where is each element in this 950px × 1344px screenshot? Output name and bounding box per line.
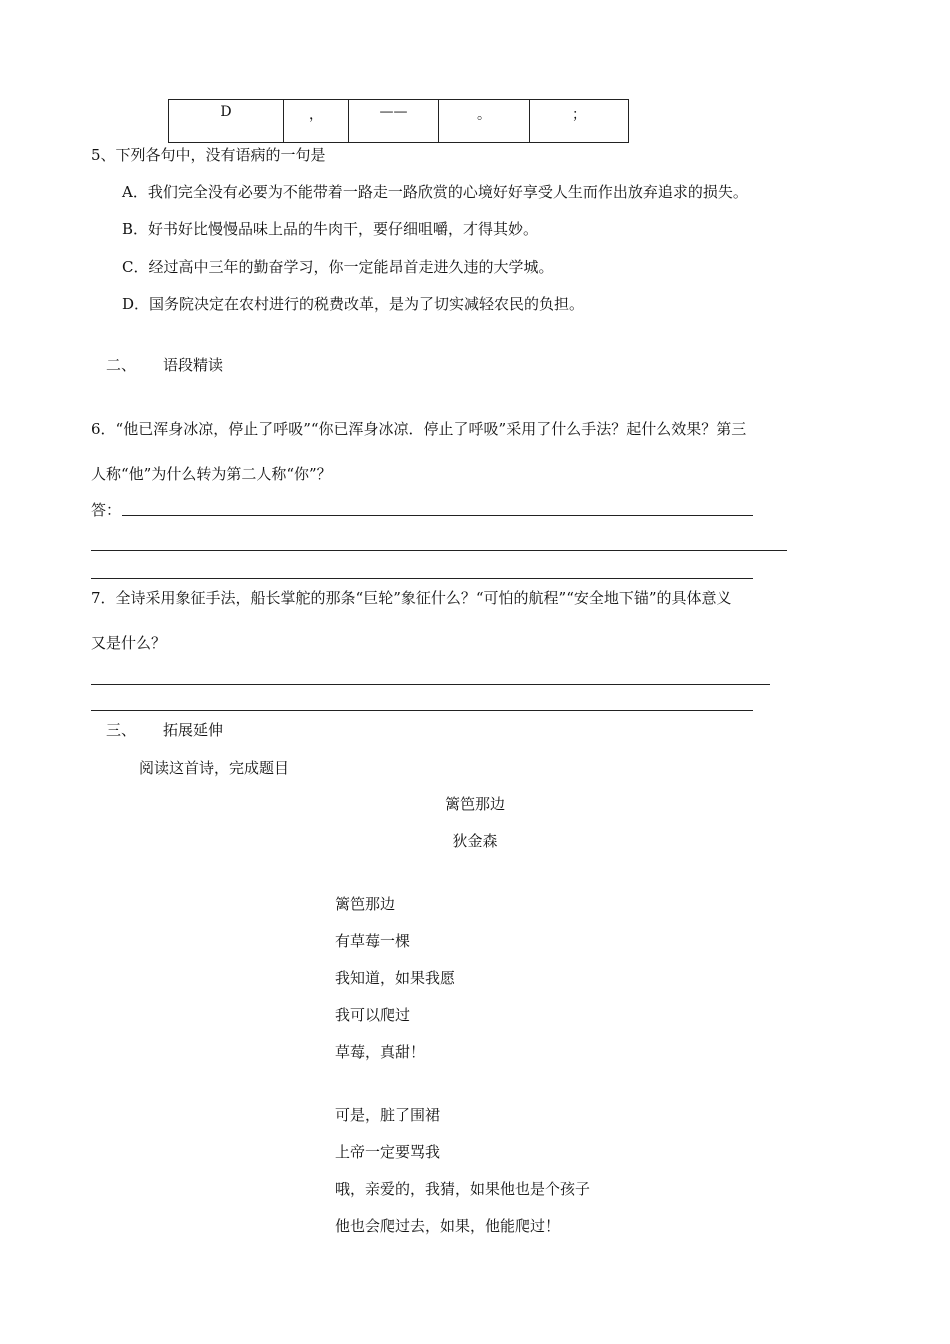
reading-instruction: 阅读这首诗，完成题目 — [139, 759, 290, 777]
poem-line: 篱笆那边 — [335, 895, 396, 913]
punctuation-option-table — [168, 99, 629, 143]
section-3-number: 三、 — [106, 721, 137, 739]
poem-line: 可是，脏了围裙 — [335, 1106, 441, 1124]
section-2-number: 二、 — [106, 356, 137, 374]
poem-author: 狄金森 — [452, 832, 498, 850]
table-cell: ， — [284, 100, 349, 143]
table-cell: ； — [530, 100, 629, 143]
table-cell: 。 — [439, 100, 530, 143]
poem-line: 上帝一定要骂我 — [335, 1143, 441, 1161]
poem-line: 草莓，真甜！ — [335, 1043, 426, 1061]
question-5-stem: 5、下列各句中，没有语病的一句是 — [91, 146, 326, 164]
answer-label: 答： — [91, 501, 122, 519]
poem-title: 篱笆那边 — [444, 795, 505, 813]
answer-line[interactable] — [91, 710, 753, 711]
poem-line: 我可以爬过 — [335, 1006, 411, 1024]
question-7-line-1: 7．全诗采用象征手法，船长掌舵的那条“巨轮”象征什么？“可怕的航程”“安全地下锚”的具体意义 — [91, 589, 732, 607]
table-cell: —— — [349, 100, 439, 143]
question-5-option-d: D．国务院决定在农村进行的税费改革，是为了切实减轻农民的负担。 — [122, 295, 585, 313]
answer-line[interactable] — [91, 578, 753, 579]
table-cell: D — [169, 100, 284, 143]
question-5-option-c: C．经过高中三年的勤奋学习，你一定能昂首走进久违的大学城。 — [122, 258, 554, 276]
table-row — [169, 100, 629, 143]
answer-line[interactable] — [122, 515, 753, 516]
section-3-title: 拓展延伸 — [163, 721, 224, 739]
question-7-line-2: 又是什么？ — [91, 634, 167, 652]
answer-line[interactable] — [91, 550, 787, 551]
poem-line: 有草莓一棵 — [335, 932, 411, 950]
poem-line: 他也会爬过去，如果，他能爬过！ — [335, 1217, 561, 1235]
answer-line[interactable] — [91, 684, 770, 685]
question-5-option-b: B．好书好比慢慢品味上品的牛肉干，要仔细咀嚼，才得其妙。 — [122, 220, 539, 238]
question-6-line-1: 6．“他已浑身冰凉，停止了呼吸”“你已浑身冰凉．停止了呼吸”采用了什么手法？起什么效果？第三 — [91, 420, 747, 438]
question-5-option-a: A．我们完全没有必要为不能带着一路走一路欣赏的心境好好享受人生而作出放弃追求的损失。 — [122, 183, 748, 201]
poem-line: 哦，亲爱的，我猜，如果他也是个孩子 — [335, 1180, 591, 1198]
section-2-title: 语段精读 — [163, 356, 224, 374]
question-6-line-2: 人称“他”为什么转为第二人称“你”？ — [91, 465, 332, 483]
poem-line: 我知道，如果我愿 — [335, 969, 456, 987]
